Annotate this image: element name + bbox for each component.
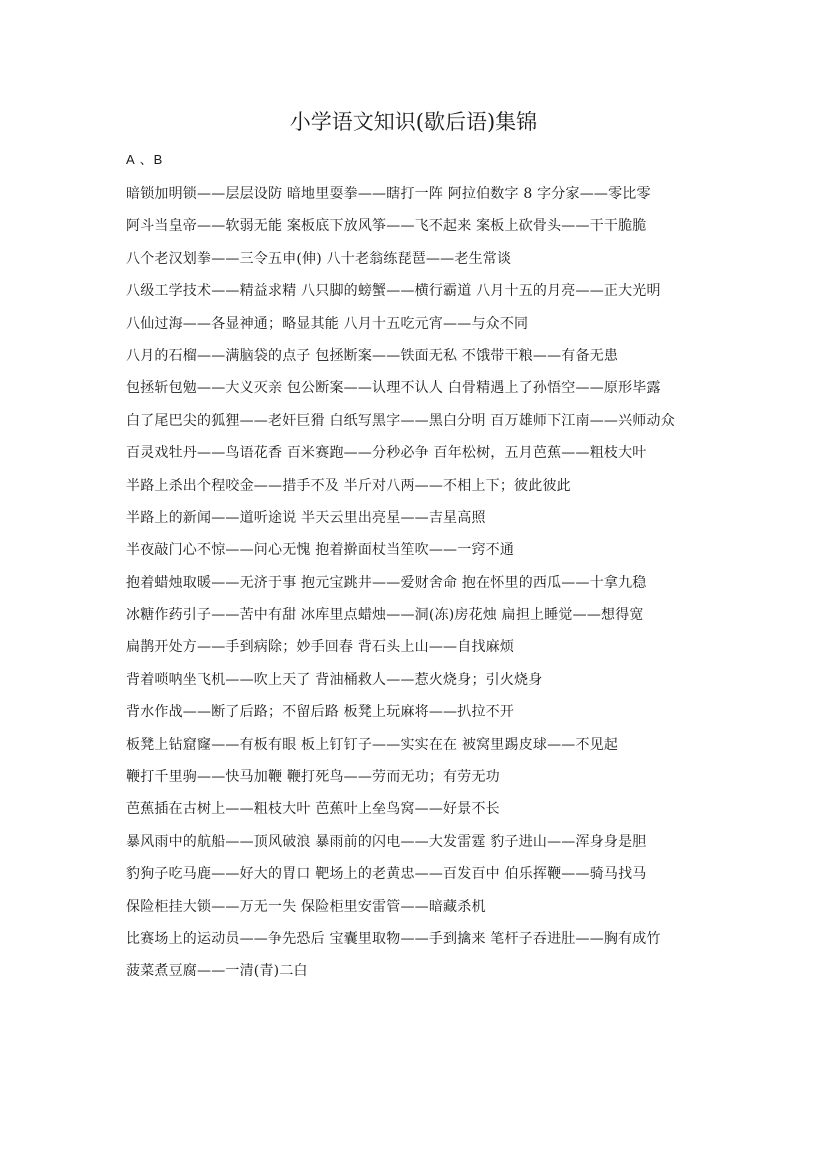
- list-item: 鞭打千里驹——快马加鞭 鞭打死鸟——劳而无功；有劳无功: [126, 769, 500, 786]
- list-item: 半夜敲门心不惊——问心无愧 抱着擀面杖当笙吹——一窍不通: [126, 542, 515, 559]
- list-item: 包拯斩包勉——大义灭亲 包公断案——认理不认人 白骨精遇上了孙悟空——原形毕露: [126, 380, 661, 397]
- list-item: 扁鹊开处方——手到病除；妙手回春 背石头上山——自找麻烦: [126, 639, 515, 656]
- list-item: 豹狗子吃马鹿——好大的胃口 靶场上的老黄忠——百发百中 伯乐挥鞭——骑马找马: [126, 866, 647, 883]
- list-item: 八级工学技术——精益求精 八只脚的螃蟹——横行霸道 八月十五的月亮——正大光明: [126, 283, 661, 300]
- list-item: 半路上的新闻——道听途说 半天云里出亮星——吉星高照: [126, 509, 486, 526]
- list-item: 八月的石榴——满脑袋的点子 包拯断案——铁面无私 不饿带干粮——有备无患: [126, 347, 619, 364]
- list-item: 阿斗当皇帝——软弱无能 案板底下放风筝——飞不起来 案板上砍骨头——干干脆脆: [126, 218, 647, 235]
- list-item: 半路上杀出个程咬金——措手不及 半斤对八两——不相上下；彼此彼此: [126, 477, 571, 494]
- list-item: 背水作战——断了后路；不留后路 板凳上玩麻将——扒拉不开: [126, 704, 515, 721]
- page-title: 小学语文知识(歇后语)集锦: [289, 110, 538, 134]
- list-item: 比赛场上的运动员——争先恐后 宝囊里取物——手到擒来 笔杆子吞进肚——胸有成竹: [126, 930, 661, 947]
- idiom-list: [126, 178, 726, 988]
- list-item: 八个老汉划拳——三令五申(伸) 八十老翁练琵琶——老生常谈: [126, 250, 512, 267]
- list-item: 暴风雨中的航船——顶风破浪 暴雨前的闪电——大发雷霆 豹子进山——浑身身是胆: [126, 833, 647, 850]
- list-item: 八仙过海——各显神通；略显其能 八月十五吃元宵——与众不同: [126, 315, 529, 332]
- list-item: 暗锁加明锁——层层设防 暗地里耍拳——瞎打一阵 阿拉伯数字 8 字分家——零比零: [126, 186, 651, 202]
- list-item: 菠菜煮豆腐——一清(青)二白: [126, 963, 308, 980]
- section-heading: A 、B: [126, 152, 164, 167]
- list-item: 抱着蜡烛取暖——无济于事 抱元宝跳井——爱财舍命 抱在怀里的西瓜——十拿九稳: [126, 574, 647, 591]
- list-item: 白了尾巴尖的狐狸——老奸巨猾 白纸写黑字——黑白分明 百万雄师下江南——兴师动众: [126, 412, 675, 429]
- list-item: 板凳上钻窟窿——有板有眼 板上钉钉子——实实在在 被窝里踢皮球——不见起: [126, 736, 619, 753]
- list-item: 背着唢呐坐飞机——吹上天了 背油桶救人——惹火烧身；引火烧身: [126, 671, 543, 688]
- list-item: 芭蕉插在古树上——粗枝大叶 芭蕉叶上垒鸟窝——好景不长: [126, 801, 500, 818]
- list-item: 冰糖作药引子——苦中有甜 冰库里点蜡烛——洞(冻)房花烛 扁担上睡觉——想得宽: [126, 607, 644, 624]
- list-item: 百灵戏牡丹——鸟语花香 百米赛跑——分秒必争 百年松树，五月芭蕉——粗枝大叶: [126, 445, 647, 462]
- list-item: 保险柜挂大锁——万无一失 保险柜里安雷管——暗藏杀机: [126, 898, 486, 915]
